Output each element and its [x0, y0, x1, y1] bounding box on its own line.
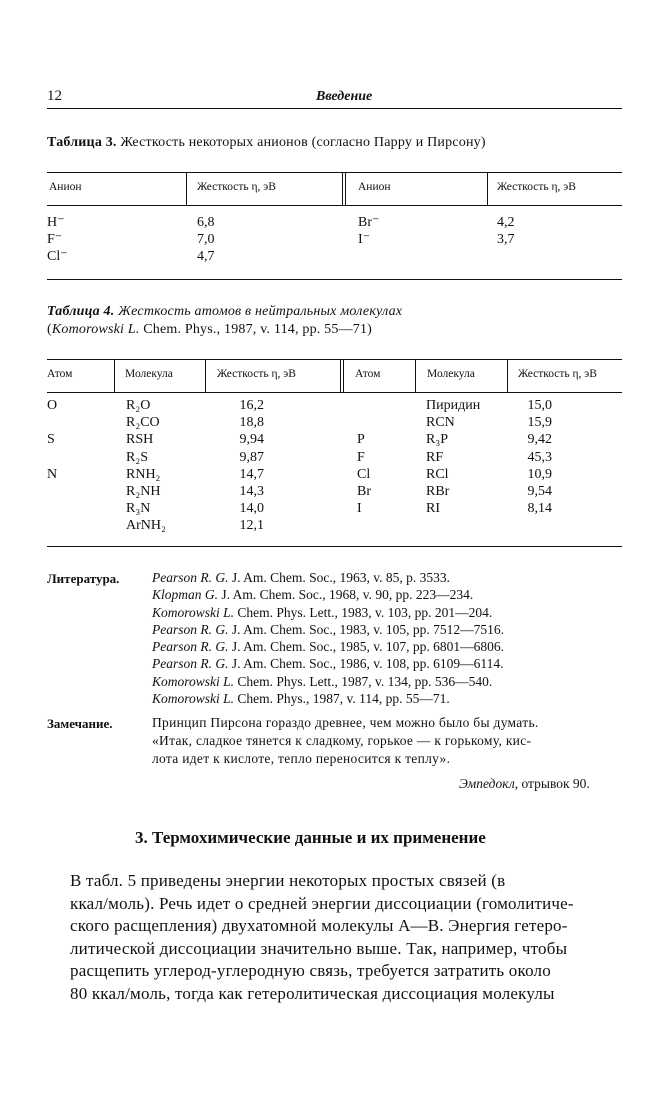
body-line: В табл. 5 приведены энергии некоторых простых связей (в — [70, 871, 506, 890]
note-line: лота идет к кислоте, тепло переносится к теплу». — [152, 751, 451, 766]
table4-right-values — [512, 397, 552, 517]
table-cell — [357, 414, 371, 431]
table4-title: Жесткость атомов в нейтральных молекулах — [118, 304, 403, 319]
table3-left-anions — [47, 214, 68, 266]
list-item: Pearson R. G. J. Am. Chem. Soc., 1986, v. 108, pp. 6109—6114. — [152, 656, 504, 672]
list-item: Komorowski L. Chem. Phys., 1987, v. 114, pp. 55—71. — [152, 691, 450, 707]
table-cell: R₃N — [126, 501, 151, 517]
table-cell: R₂NH — [126, 484, 161, 500]
table-cell: 14,0 — [239, 501, 264, 517]
table-cell: RF — [426, 449, 444, 465]
table4-left-values — [212, 397, 264, 535]
table3-left-values — [197, 214, 215, 266]
table-cell: Br⁻ — [358, 215, 380, 230]
table4-header-atom-2: Атом — [355, 368, 381, 380]
table-cell: 6,8 — [197, 215, 215, 230]
note-line: Принцип Пирсона гораздо древнее, чем можно было бы думать. — [152, 715, 539, 730]
table-cell: R₂O — [126, 398, 151, 413]
page-number: 12 — [47, 88, 62, 104]
table4-header-hardness-2: Жесткость η, эВ — [518, 368, 597, 380]
table-cell — [357, 397, 371, 414]
table-cell: I — [357, 501, 362, 517]
note-attribution — [459, 776, 590, 792]
table-cell: 9,42 — [527, 432, 552, 448]
table-cell: R₂CO — [126, 415, 160, 431]
body-line: литической диссоциации значительно выше. Так, например, чтобы — [70, 938, 568, 958]
table-cell: RSH — [126, 432, 154, 448]
list-item: Komorowski L. Chem. Phys. Lett., 1987, v. 134, pp. 536—540. — [152, 673, 493, 689]
table3-header-hardness-2: Жесткость η, эВ — [497, 181, 576, 193]
table-cell: F — [357, 449, 365, 465]
table-cell: RCl — [426, 466, 449, 482]
header-rule — [47, 108, 622, 109]
table-cell: N — [47, 466, 58, 482]
table4-label: Таблица 4. — [47, 304, 115, 319]
table-cell — [47, 414, 57, 431]
table-cell: 9,54 — [527, 484, 552, 500]
table4-right-molecules — [426, 397, 480, 517]
list-item: Pearson R. G. J. Am. Chem. Soc., 1983, v. 105, pp. 7512—7516. — [152, 621, 505, 637]
table-cell: 4,7 — [197, 249, 215, 265]
literature-label: Литература. — [47, 571, 120, 586]
table-cell: RCN — [426, 415, 455, 431]
table-cell: Br — [357, 484, 371, 500]
list-item: Pearson R. G. J. Am. Chem. Soc., 1985, v. 107, pp. 6801—6806. — [152, 639, 505, 655]
table-cell: 8,14 — [527, 501, 552, 517]
table-cell: RI — [426, 501, 440, 517]
table4-source: (Komorowski L. Chem. Phys., 1987, v. 114, pp. 55—71) — [47, 322, 373, 337]
table-cell: RNH₂ — [126, 466, 161, 482]
table-cell — [47, 449, 57, 466]
body-line: 80 ккал/моль, тогда как гетеролитическая диссоциация молекулы — [70, 983, 555, 1003]
table-cell: RBr — [426, 484, 450, 500]
body-line: расщепить углерод-углеродную связь, требуется затратить около — [70, 961, 551, 980]
table-cell: 15,0 — [527, 398, 552, 413]
note-text — [152, 714, 539, 768]
table-cell: 9,94 — [239, 432, 264, 448]
table-cell: I⁻ — [358, 232, 371, 248]
table-cell: 4,2 — [497, 215, 515, 230]
literature-list — [152, 569, 504, 707]
table3-label: Таблица 3. — [47, 135, 117, 150]
table3-right-anions — [358, 214, 379, 248]
table-cell: R₂S — [126, 449, 149, 465]
table-cell: 12,1 — [239, 518, 264, 534]
table4-header-atom-1: Атом — [47, 368, 73, 380]
table-cell: Cl — [357, 466, 371, 482]
list-item: Komorowski L. Chem. Phys. Lett., 1983, v. 103, pp. 201—204. — [152, 604, 493, 620]
list-item: Klopman G. J. Am. Chem. Soc., 1968, v. 90, pp. 223—234. — [152, 587, 474, 603]
section-title: 3. Термохимические данные и их применение — [135, 828, 486, 847]
table3-right-values — [497, 214, 515, 248]
table4-header-hardness-1: Жесткость η, эВ — [217, 368, 296, 380]
table4-left-molecules — [126, 397, 166, 535]
body-line: ского расщепления) двухатомной молекулы А—В. Энергия гетеро- — [70, 916, 568, 935]
table4-header-molecule-2: Молекула — [427, 368, 475, 380]
table-cell: R₃P — [426, 432, 449, 448]
table-cell: P — [357, 432, 365, 448]
table-cell: 7,0 — [197, 232, 215, 248]
section-body — [70, 870, 622, 1005]
note-attribution-rest: отрывок 90. — [521, 776, 590, 791]
table-cell: F⁻ — [47, 232, 63, 248]
table-cell: 45,3 — [527, 449, 552, 465]
table-cell: O — [47, 398, 58, 413]
table4-header-molecule-1: Молекула — [125, 368, 173, 380]
note-line: «Итак, сладкое тянется к сладкому, горькое — к горькому, кис- — [152, 733, 532, 748]
running-head: Введение — [316, 89, 373, 104]
table3-header-anion-1: Анион — [49, 181, 82, 193]
table3-header-anion-2: Анион — [358, 181, 391, 193]
table-cell: 14,7 — [239, 466, 264, 482]
table-cell: 15,9 — [527, 415, 552, 431]
table-cell: 14,3 — [239, 484, 264, 500]
table-cell: Пиридин — [426, 398, 481, 413]
table3-title: Жесткость некоторых анионов (согласно Парру и Пирсону) — [120, 135, 486, 150]
table-cell: S — [47, 432, 55, 448]
table4-left-atoms — [47, 397, 57, 483]
table-cell: 18,8 — [239, 415, 264, 431]
note-attribution-author: Эмпедокл, — [459, 776, 519, 791]
table-cell: 9,87 — [239, 449, 264, 465]
body-line: ккал/моль). Речь идет о средней энергии диссоциации (гомолитиче- — [70, 893, 574, 913]
note-label: Замечание. — [47, 716, 113, 731]
table4-source-rest: Chem. Phys., 1987, v. 114, pp. 55—71) — [143, 322, 373, 337]
table-cell: Cl⁻ — [47, 249, 68, 265]
table-cell: ArNH₂ — [126, 518, 166, 534]
table3-caption — [47, 135, 486, 151]
table-cell: 16,2 — [239, 398, 264, 413]
table4-caption — [47, 304, 402, 320]
table4-source-author: Komorowski L. — [51, 322, 140, 337]
list-item: Pearson R. G. J. Am. Chem. Soc., 1963, v. 85, p. 3533. — [152, 570, 451, 585]
table-cell: H⁻ — [47, 215, 65, 230]
table4-right-atoms — [357, 397, 371, 517]
table-cell: 10,9 — [527, 466, 552, 482]
table3-header-hardness-1: Жесткость η, эВ — [197, 181, 276, 193]
table-cell: 3,7 — [497, 232, 515, 248]
